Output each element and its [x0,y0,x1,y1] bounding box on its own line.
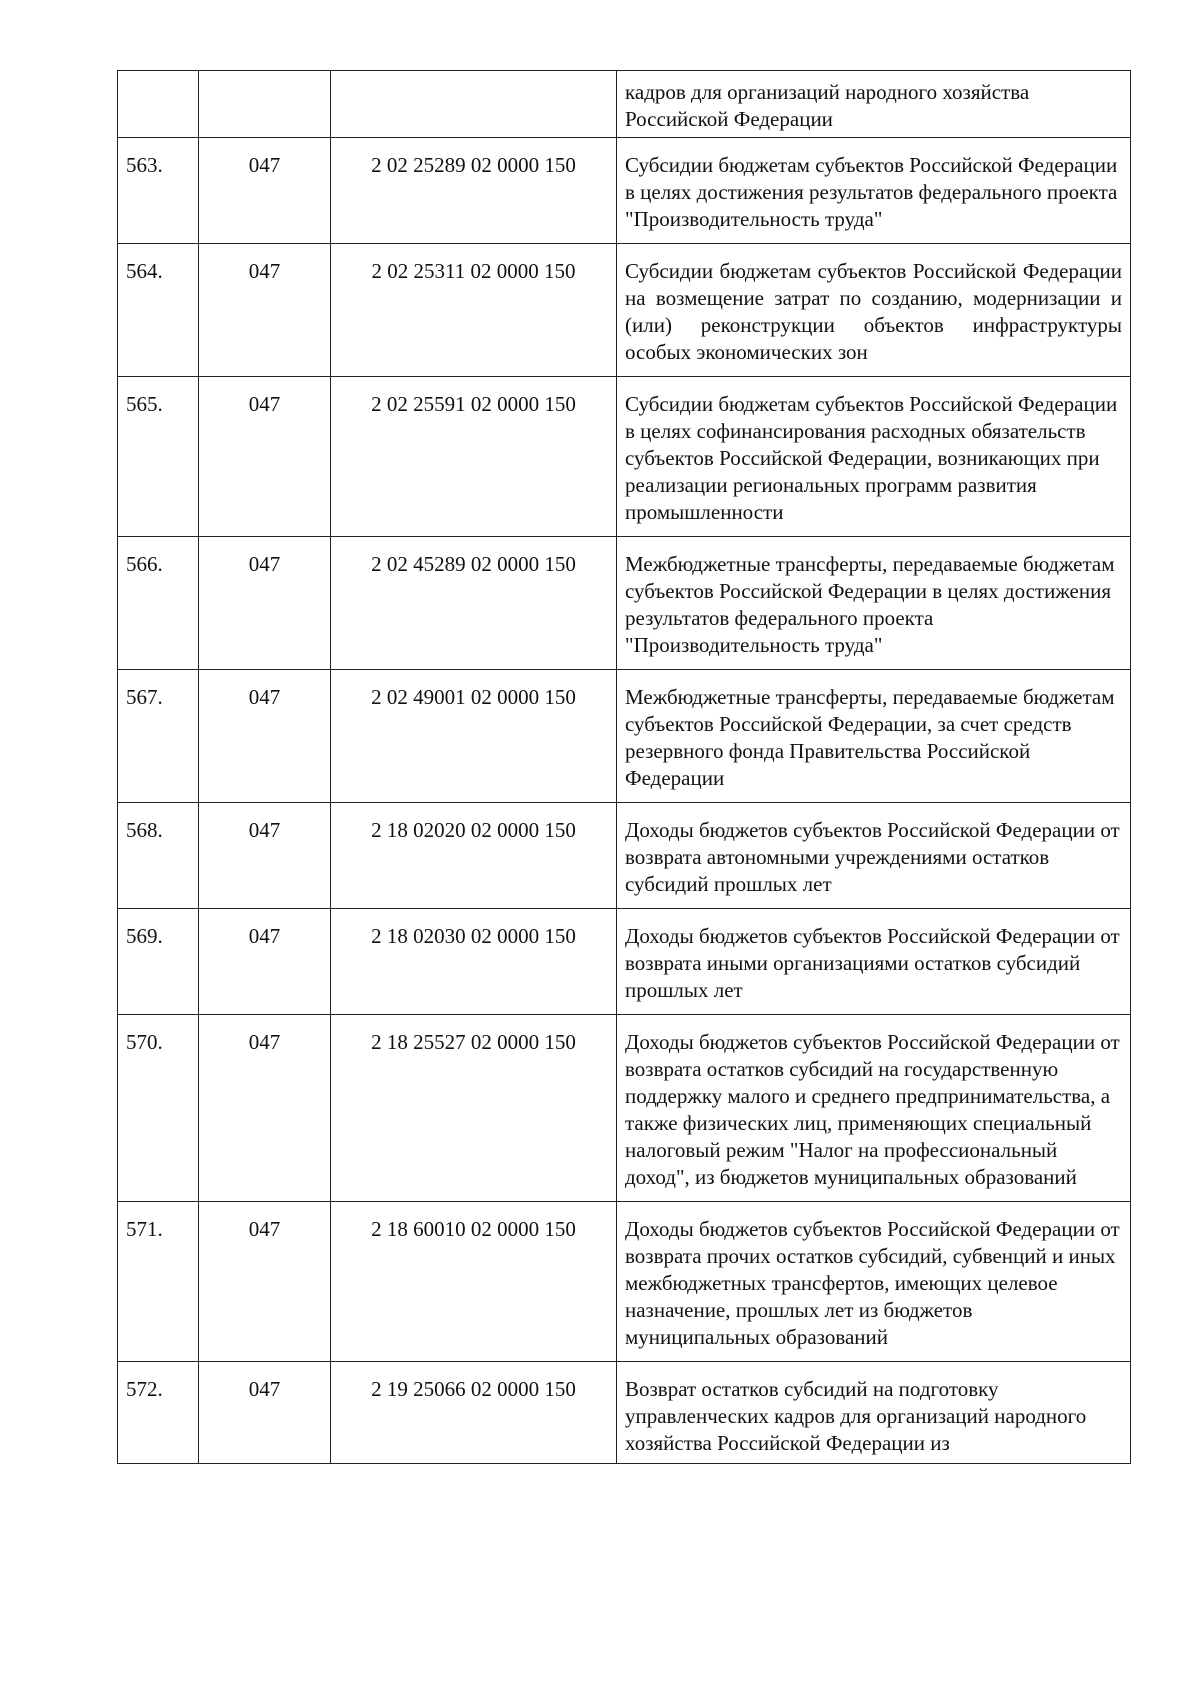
admin-code: 047 [199,670,331,803]
admin-code [199,71,331,138]
row-number: 564. [118,244,199,377]
row-number: 572. [118,1362,199,1464]
revenue-name: кадров для организаций народного хозяйства Российской Федерации [617,71,1131,138]
admin-code: 047 [199,244,331,377]
admin-code: 047 [199,138,331,244]
row-number: 565. [118,377,199,537]
budget-codes-table-container [117,70,1130,1464]
revenue-name: Доходы бюджетов субъектов Российской Федерации от возврата автономными учреждениями остатков субсидий прошлых лет [617,803,1131,909]
admin-code: 047 [199,909,331,1015]
table-row [118,909,1131,1015]
row-number: 570. [118,1015,199,1202]
budget-classification-code: 2 02 25311 02 0000 150 [331,244,617,377]
table-row [118,377,1131,537]
admin-code: 047 [199,1015,331,1202]
row-number [118,71,199,138]
budget-classification-code [331,71,617,138]
budget-classification-code: 2 18 25527 02 0000 150 [331,1015,617,1202]
row-number: 569. [118,909,199,1015]
table-row [118,803,1131,909]
table-row [118,537,1131,670]
revenue-name: Межбюджетные трансферты, передаваемые бюджетам субъектов Российской Федерации в целях достижения результатов федерального проекта "Производительность труда" [617,537,1131,670]
budget-classification-code: 2 02 45289 02 0000 150 [331,537,617,670]
admin-code: 047 [199,537,331,670]
revenue-name: Субсидии бюджетам субъектов Российской Федерации на возмещение затрат по созданию, модернизации и (или) реконструкции объектов инфраструктуры особых экономических зон [617,244,1131,377]
budget-classification-code: 2 19 25066 02 0000 150 [331,1362,617,1464]
row-number: 568. [118,803,199,909]
row-number: 563. [118,138,199,244]
revenue-name: Субсидии бюджетам субъектов Российской Федерации в целях достижения результатов федерального проекта "Производительность труда" [617,138,1131,244]
revenue-name: Доходы бюджетов субъектов Российской Федерации от возврата прочих остатков субсидий, субвенций и иных межбюджетных трансфертов, имеющих целевое назначение, прошлых лет из бюджетов муниципальных образований [617,1202,1131,1362]
budget-classification-code: 2 18 02030 02 0000 150 [331,909,617,1015]
budget-classification-code: 2 02 25289 02 0000 150 [331,138,617,244]
revenue-name: Доходы бюджетов субъектов Российской Федерации от возврата иными организациями остатков субсидий прошлых лет [617,909,1131,1015]
revenue-name: Межбюджетные трансферты, передаваемые бюджетам субъектов Российской Федерации, за счет средств резервного фонда Правительства Российской Федерации [617,670,1131,803]
budget-classification-code: 2 02 25591 02 0000 150 [331,377,617,537]
table-row [118,1202,1131,1362]
budget-classification-code: 2 18 02020 02 0000 150 [331,803,617,909]
admin-code: 047 [199,377,331,537]
table-row [118,138,1131,244]
budget-classification-code: 2 02 49001 02 0000 150 [331,670,617,803]
revenue-name: Субсидии бюджетам субъектов Российской Федерации в целях софинансирования расходных обязательств субъектов Российской Федерации, возникающих при реализации региональных программ развития промышленности [617,377,1131,537]
row-number: 571. [118,1202,199,1362]
table-row [118,1015,1131,1202]
admin-code: 047 [199,803,331,909]
admin-code: 047 [199,1202,331,1362]
budget-codes-table [117,70,1131,1464]
revenue-name: Доходы бюджетов субъектов Российской Федерации от возврата остатков субсидий на государственную поддержку малого и среднего предпринимательства, а также физических лиц, применяющих специальный налоговый режим "Налог на профессиональный доход", из бюджетов муниципальных образований [617,1015,1131,1202]
row-number: 567. [118,670,199,803]
table-row [118,71,1131,138]
budget-classification-code: 2 18 60010 02 0000 150 [331,1202,617,1362]
table-row [118,244,1131,377]
revenue-name: Возврат остатков субсидий на подготовку управленческих кадров для организаций народного хозяйства Российской Федерации из [617,1362,1131,1464]
row-number: 566. [118,537,199,670]
admin-code: 047 [199,1362,331,1464]
table-row [118,670,1131,803]
table-row [118,1362,1131,1464]
